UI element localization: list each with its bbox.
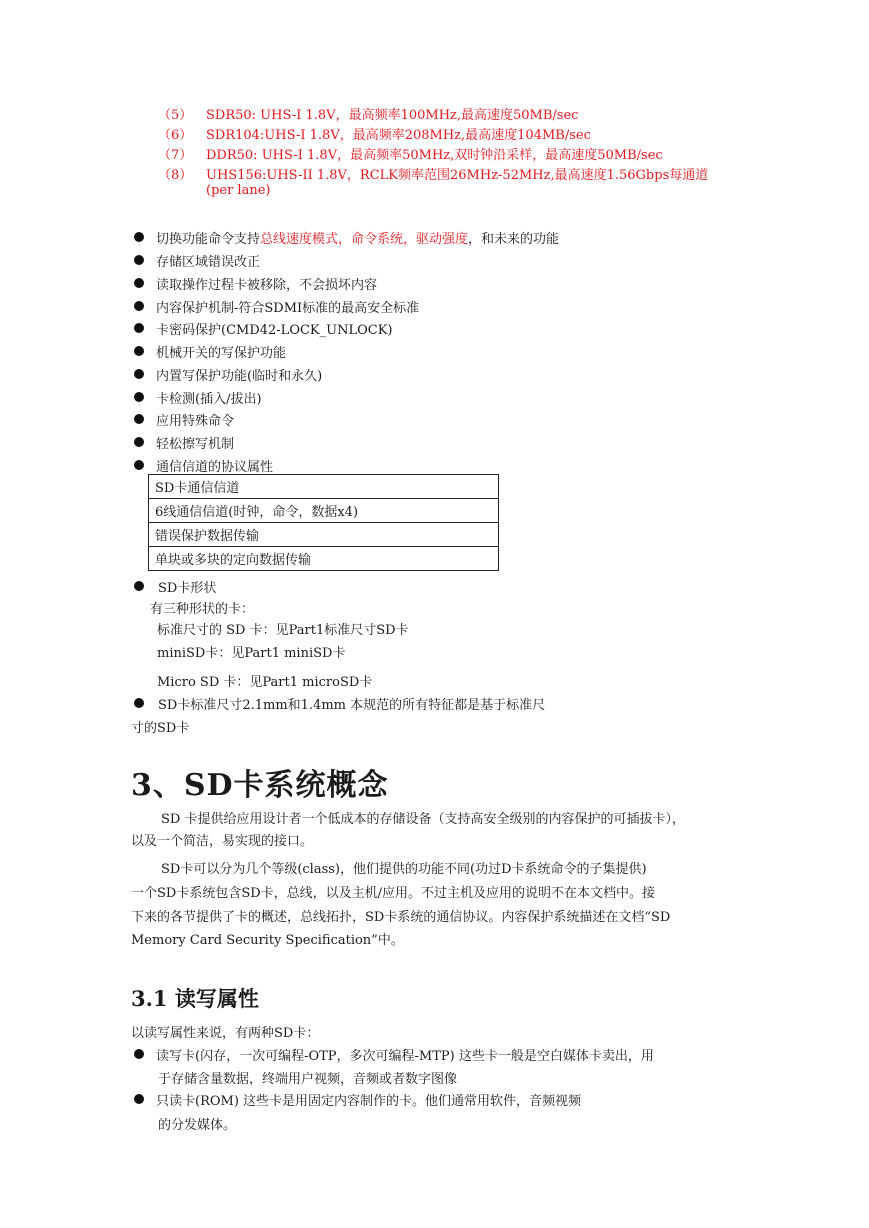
paragraph-line: SD卡可以分为几个等级(class)，他们提供的功能不同(功过D卡系统命令的子集提供) xyxy=(161,862,647,877)
paragraph-line: 以读写属性来说，有两种SD卡： xyxy=(131,1026,320,1041)
feature-item: 卡检测(插入/拔出) xyxy=(156,392,262,407)
bullet-icon xyxy=(134,278,144,288)
feature-item: 卡密码保护(CMD42-LOCK_UNLOCK) xyxy=(156,323,393,338)
paragraph-line: 以及一个简洁，易实现的接口。 xyxy=(131,834,314,849)
form-factor-line: 标准尺寸的 SD 卡：见Part1标准尺寸SD卡 xyxy=(157,623,409,638)
bullet-icon xyxy=(134,392,144,402)
bullet-icon xyxy=(134,1094,144,1104)
thickness-line: SD卡标准尺寸2.1mm和1.4mm 本规范的所有特征都是基于标准尺 xyxy=(158,698,546,713)
bullet-icon xyxy=(134,1049,144,1059)
rw-card-line: 读写卡(闪存，一次可编程-OTP，多次可编程-MTP) 这些卡一般是空白媒体卡卖出，用 xyxy=(156,1049,654,1064)
feature-item: 内置写保护功能(临时和永久) xyxy=(156,369,323,384)
table-cell: SD卡通信信道 xyxy=(149,475,499,499)
paragraph-line: Memory Card Security Specification”中。 xyxy=(131,933,404,948)
feature-item: 存储区域错误改正 xyxy=(156,255,261,270)
bullet-icon xyxy=(134,369,144,379)
feature-item: 机械开关的写保护功能 xyxy=(156,346,287,361)
table-row xyxy=(149,475,499,499)
bullet-icon xyxy=(134,232,144,242)
rom-card-line: 只读卡(ROM) 这些卡是用固定内容制作的卡。他们通常用软件，音频视频 xyxy=(156,1094,582,1109)
paragraph-line: 一个SD卡系统包含SD卡，总线，以及主机/应用。不过主机及应用的说明不在本文档中。接 xyxy=(131,886,656,901)
bullet-icon xyxy=(134,437,144,447)
bullet-icon xyxy=(134,581,144,591)
bullet-icon xyxy=(134,414,144,424)
table-row xyxy=(149,547,499,571)
bullet-icon xyxy=(134,323,144,333)
table-row xyxy=(149,499,499,523)
section-3-1-title: 3.1 读写属性 xyxy=(131,986,259,1011)
form-factor-line: miniSD卡：见Part1 miniSD卡 xyxy=(157,646,346,661)
form-factor-heading: SD卡形状 xyxy=(158,581,217,596)
rw-card-line: 于存储含量数据，终端用户视频，音频或者数字图像 xyxy=(158,1072,458,1087)
feature-item: 轻松擦写机制 xyxy=(156,437,235,452)
bullet-icon xyxy=(134,255,144,265)
rom-card-line: 的分发媒体。 xyxy=(158,1118,237,1133)
thickness-line: 寸的SD卡 xyxy=(131,721,190,736)
bullet-icon xyxy=(134,698,144,708)
paragraph-line: SD 卡提供给应用设计者一个低成本的存储设备（支持高安全级别的内容保护的可插拔卡）， xyxy=(161,812,685,827)
feature-switch-function: 切换功能命令支持总线速度模式，命令系统，驱动强度，和未来的功能 xyxy=(156,232,560,247)
feature-item: 通信信道的协议属性 xyxy=(156,460,274,475)
mode-item: （7） DDR50: UHS-I 1.8V，最高频率50MHz,双时钟沿采样，最高速度50MB/sec xyxy=(158,148,663,163)
feature-item: 内容保护机制-符合SDMI标准的最高安全标准 xyxy=(156,301,420,316)
table-cell: 单块或多块的定向数据传输 xyxy=(149,547,499,571)
paragraph-line: 下来的各节提供了卡的概述，总线拓扑，SD卡系统的通信协议。内容保护系统描述在文档“SD xyxy=(131,910,671,925)
mode-item: （8） UHS156:UHS-II 1.8V，RCLK频率范围26MHz-52MHz,最高速度1.56Gbps每通道 xyxy=(158,168,709,183)
mode-item: （6） SDR104:UHS-I 1.8V，最高频率208MHz,最高速度104MB/sec xyxy=(158,128,591,143)
table-row xyxy=(149,523,499,547)
bullet-icon xyxy=(134,460,144,470)
bullet-icon xyxy=(134,346,144,356)
protocol-table xyxy=(148,474,499,571)
bullet-icon xyxy=(134,301,144,311)
mode-item: （5） SDR50: UHS-I 1.8V，最高频率100MHz,最高速度50MB/sec xyxy=(158,108,579,123)
table-cell: 6线通信信道(时钟，命令，数据x4) xyxy=(149,499,499,523)
feature-item: 读取操作过程卡被移除，不会损坏内容 xyxy=(156,278,378,293)
form-factor-line: Micro SD 卡：见Part1 microSD卡 xyxy=(157,675,373,690)
table-cell: 错误保护数据传输 xyxy=(149,523,499,547)
section-3-title: 3、SD卡系统概念 xyxy=(131,768,389,803)
feature-item: 应用特殊命令 xyxy=(156,414,235,429)
form-factor-intro: 有三种形状的卡： xyxy=(150,602,255,617)
mode-item-continuation: (per lane) xyxy=(206,183,271,198)
